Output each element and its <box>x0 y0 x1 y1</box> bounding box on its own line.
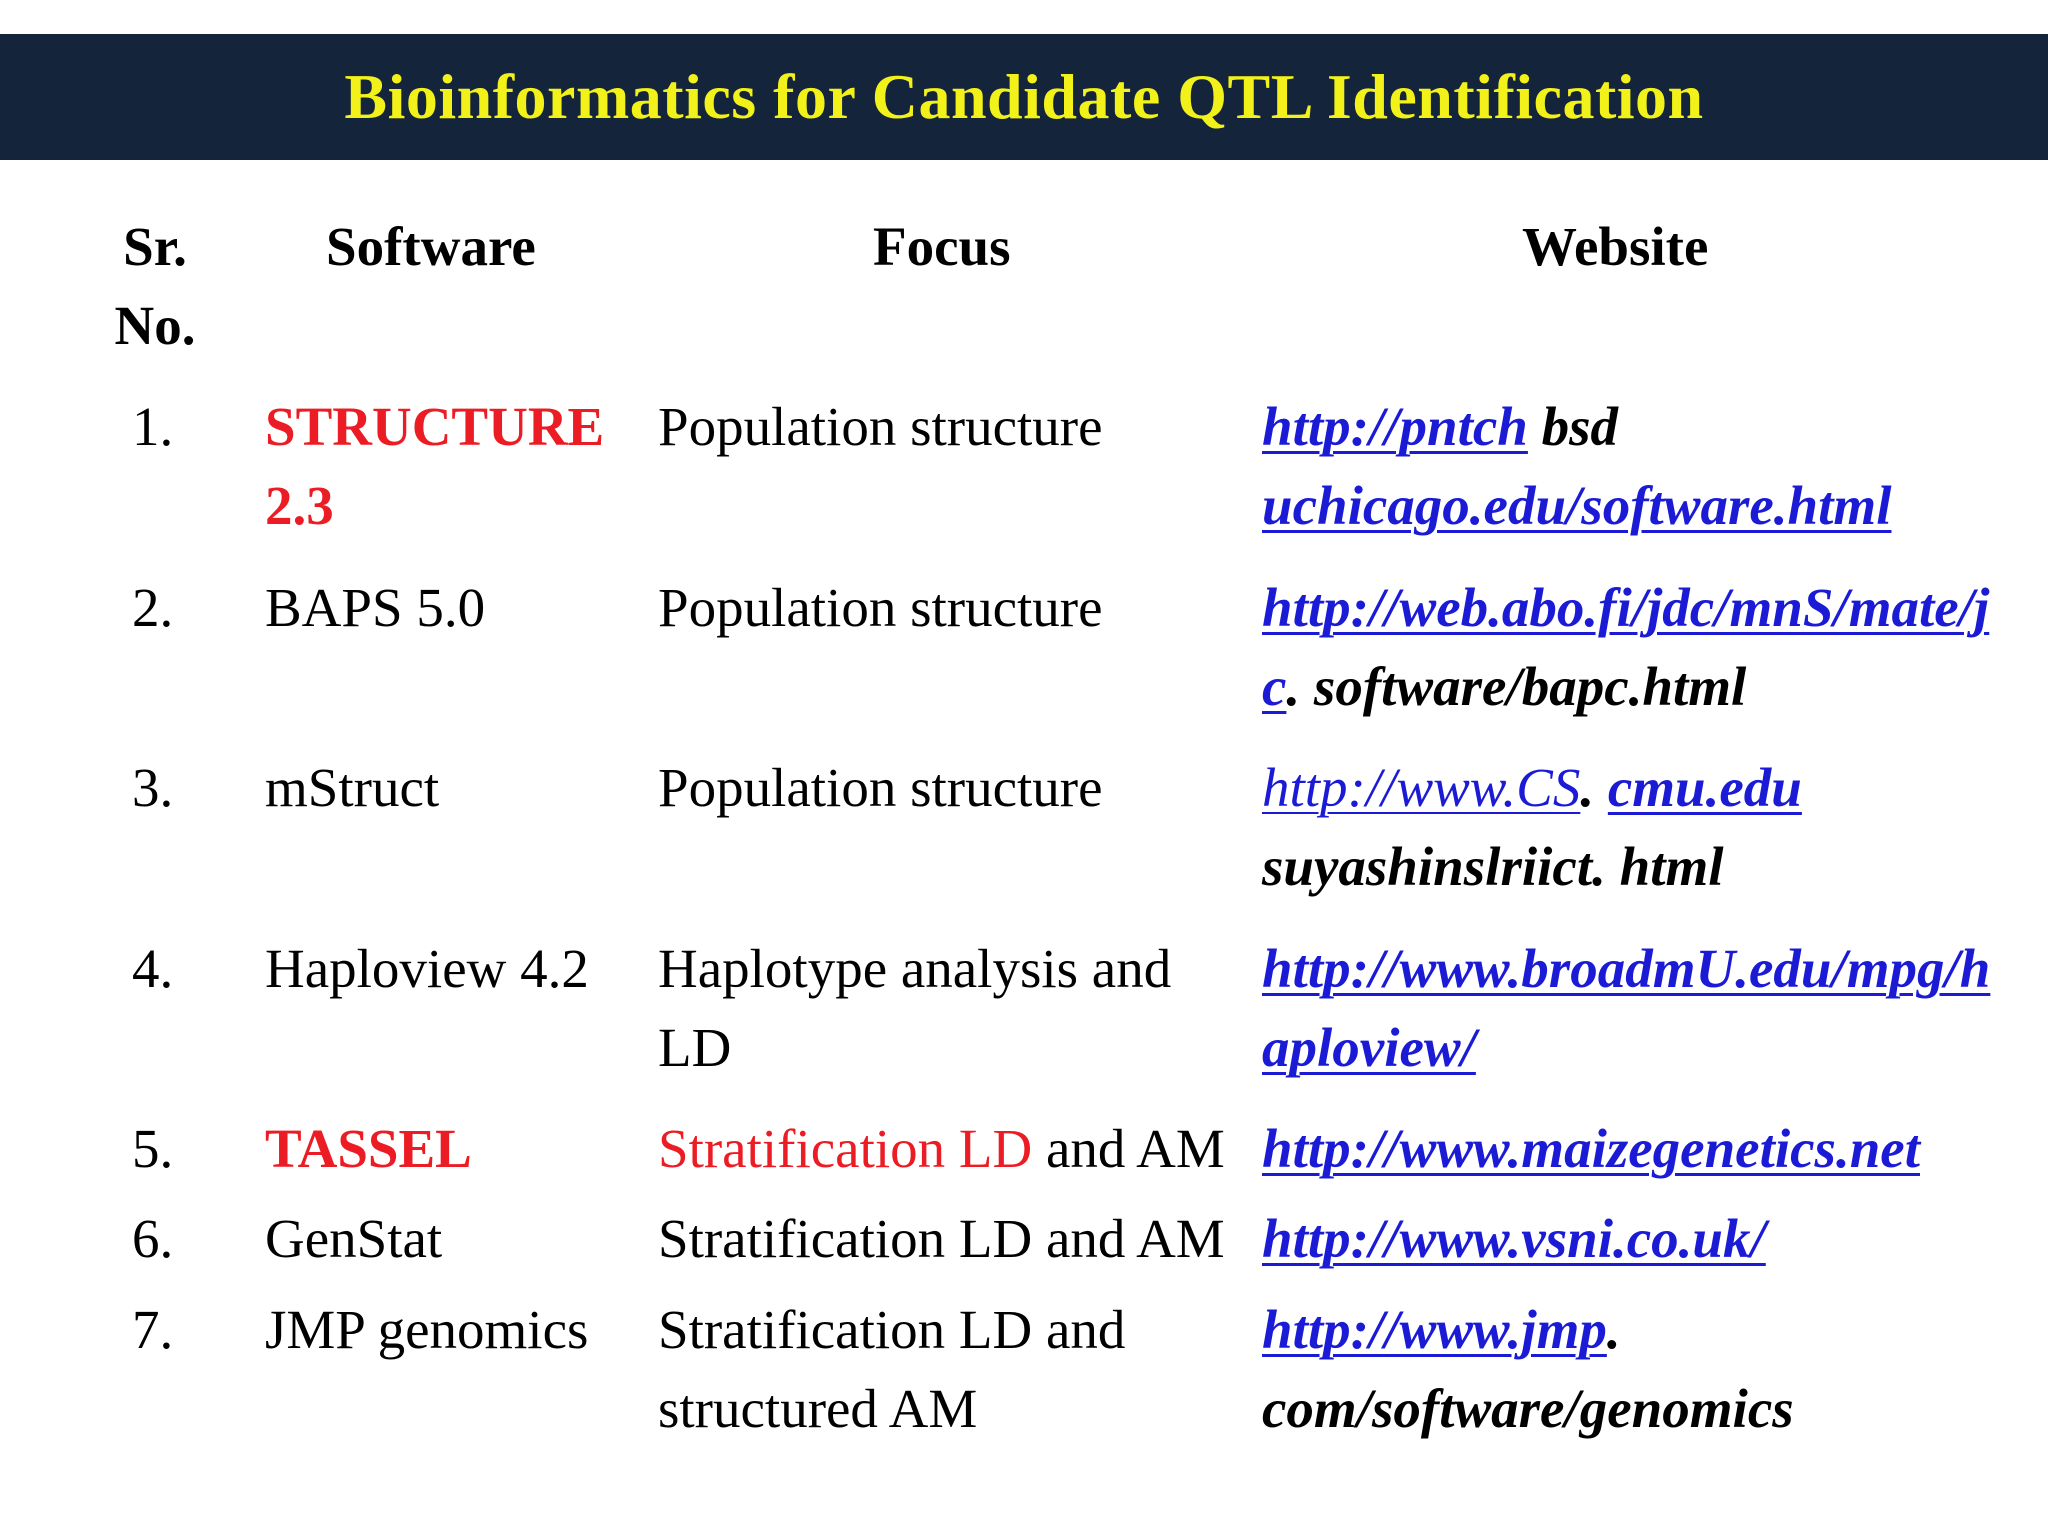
website-text: bsd <box>1527 396 1619 457</box>
website-line1 <box>1262 1199 1766 1278</box>
row-number: 2. <box>132 577 174 638</box>
website-link[interactable]: http://www.maizegenetics.net <box>1262 1118 1920 1179</box>
software-name: GenStat <box>265 1208 443 1269</box>
website-line2 <box>1262 1008 1476 1087</box>
website-link[interactable]: uchicago.edu/software.html <box>1262 475 1892 536</box>
focus-text-line2: structured AM <box>658 1378 978 1439</box>
focus-text-line2: LD <box>658 1017 732 1078</box>
software-name: mStruct <box>265 757 440 818</box>
focus-text: Population structure <box>658 396 1103 457</box>
software-version: 2.3 <box>265 475 334 536</box>
focus-text: Population structure <box>658 757 1103 818</box>
header-software: Software <box>326 216 536 277</box>
focus-text-line1: Stratification LD and <box>658 1299 1126 1360</box>
website-line1 <box>1262 568 1989 647</box>
software-name: STRUCTURE <box>265 396 605 457</box>
website-link[interactable]: http://www.vsni.co.uk/ <box>1262 1208 1766 1269</box>
slide-title: Bioinformatics for Candidate QTL Identification <box>344 61 1704 132</box>
website-text: suyashinslriict. html <box>1262 836 1724 897</box>
website-line2 <box>1262 466 1892 545</box>
row-number: 5. <box>132 1118 174 1179</box>
website-line2 <box>1262 1369 1794 1448</box>
row-number: 4. <box>132 938 174 999</box>
website-line2 <box>1262 647 1746 726</box>
website-link[interactable]: http://web.abo.fi/jdc/mnS/mate/j <box>1262 577 1990 638</box>
row-number: 7. <box>132 1299 174 1360</box>
row-number: 6. <box>132 1208 174 1269</box>
header-sr-line2: No. <box>114 295 196 356</box>
website-link[interactable]: http://pntch <box>1262 396 1528 457</box>
website-separator: . <box>1580 757 1608 818</box>
focus-text <box>658 1109 1225 1188</box>
header-focus: Focus <box>873 216 1011 277</box>
website-link[interactable]: aploview/ <box>1262 1017 1476 1078</box>
website-text: . software/bapc.html <box>1286 656 1747 717</box>
software-name: Haploview 4.2 <box>265 938 589 999</box>
focus-text: Stratification LD and AM <box>658 1208 1225 1269</box>
website-line1 <box>1262 748 1802 827</box>
website-link[interactable]: http://www.jmp <box>1262 1299 1607 1360</box>
website-line1 <box>1262 929 1990 1008</box>
software-name: BAPS 5.0 <box>265 577 486 638</box>
website-line1 <box>1262 387 1618 466</box>
website-line1 <box>1262 1290 1621 1369</box>
website-link[interactable]: c <box>1262 656 1287 717</box>
row-number: 1. <box>132 396 174 457</box>
focus-highlight: Stratification LD <box>658 1118 1033 1179</box>
focus-rest: and AM <box>1032 1118 1225 1179</box>
focus-text-line1: Haplotype analysis and <box>658 938 1172 999</box>
website-text: . <box>1606 1299 1621 1360</box>
website-line1 <box>1262 1109 1920 1188</box>
software-name: TASSEL <box>265 1118 472 1179</box>
website-text: com/software/genomics <box>1262 1378 1794 1439</box>
header-sr-line1: Sr. <box>123 216 187 277</box>
website-link[interactable]: cmu.edu <box>1607 757 1802 818</box>
website-link[interactable]: http://www.broadmU.edu/mpg/h <box>1262 938 1991 999</box>
website-link[interactable]: http://www.CS <box>1262 757 1581 818</box>
title-banner <box>0 34 2048 160</box>
software-name: JMP genomics <box>265 1299 589 1360</box>
header-website: Website <box>1522 216 1709 277</box>
website-line2 <box>1262 827 1724 906</box>
row-number: 3. <box>132 757 174 818</box>
focus-text: Population structure <box>658 577 1103 638</box>
